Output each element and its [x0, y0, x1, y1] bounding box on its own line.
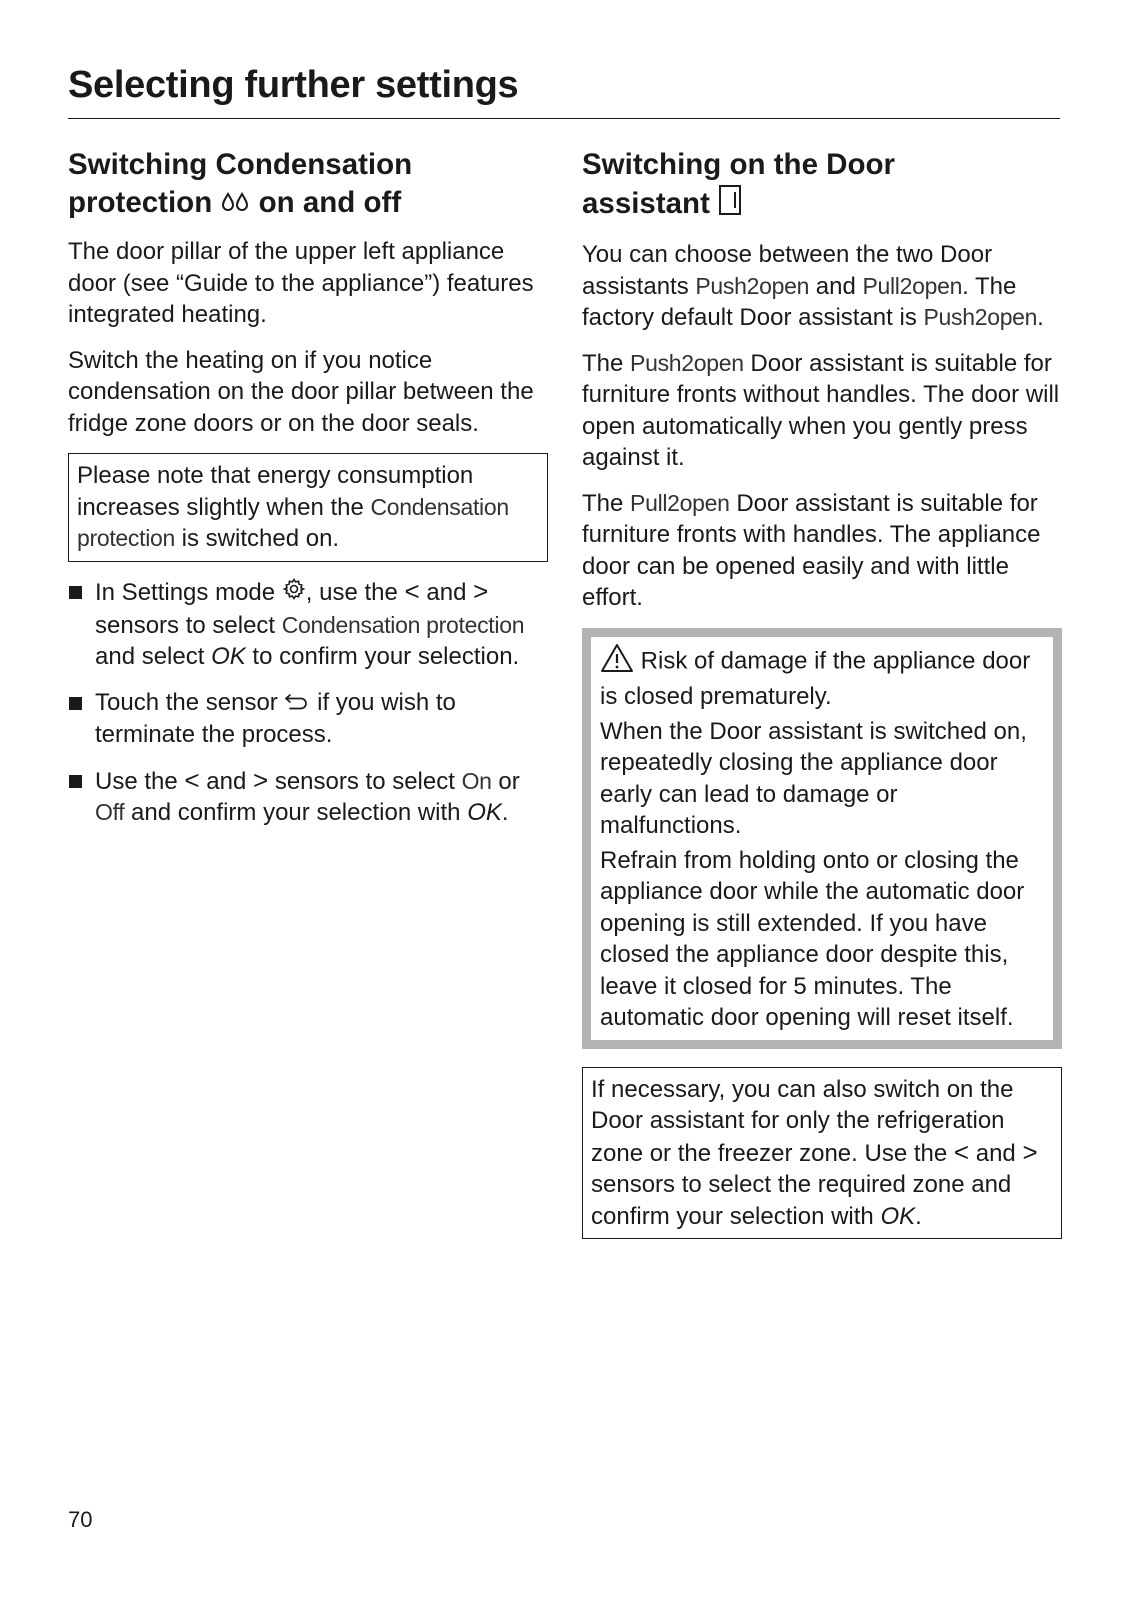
da-p1-push: Push2open	[695, 272, 810, 299]
door-assistant-heading-line2: assistant	[582, 186, 710, 220]
door-assistant-intro	[582, 239, 1062, 334]
step1-t4: sensors to select	[95, 611, 282, 639]
energy-note-box	[68, 453, 548, 562]
da-p1-push2: Push2open	[923, 304, 1038, 330]
step3-t6: .	[501, 799, 509, 827]
da-p1-t3: . The factory default Door assistant is	[582, 272, 1017, 331]
energy-note-text	[77, 460, 539, 555]
da-p2-push: Push2open	[630, 349, 744, 376]
gear-icon	[282, 577, 306, 610]
zone-note-text	[591, 1074, 1053, 1233]
left-sensor-glyph: <	[404, 575, 420, 606]
condensation-heading	[68, 146, 548, 223]
da-p2-t2: Door assistant is suitable for furniture fronts without handles. The door will open automatically when you gently press against it.	[582, 349, 1060, 471]
left-column	[68, 146, 548, 843]
step3-off: Off	[95, 799, 125, 826]
step3-t5: and confirm your selection with	[124, 799, 468, 827]
bullet-square	[69, 697, 82, 710]
step1-t2: , use the	[305, 578, 405, 606]
step3-on: On	[461, 767, 492, 794]
energy-note-t2: is switched on.	[175, 525, 340, 553]
step1-display: Condensation protection	[281, 611, 525, 638]
right-column	[582, 146, 1062, 1253]
step1-ok: OK	[211, 643, 246, 671]
condensation-intro: The door pillar of the upper left appliance door (see “Guide to the appliance”) features integrated heating.	[68, 238, 534, 329]
step3-ok: OK	[467, 799, 502, 827]
door-assistant-heading	[582, 146, 1062, 226]
list-item	[68, 687, 548, 751]
pull2open-description	[582, 488, 1062, 614]
da-p3-pull: Pull2open	[630, 489, 730, 516]
right-sensor-glyph: >	[1022, 1136, 1038, 1167]
zone-note-t4: .	[915, 1202, 922, 1230]
zone-note-t2: and	[969, 1139, 1023, 1167]
right-sensor-glyph: >	[473, 575, 489, 606]
warning-p1: When the Door assistant is switched on, repeatedly closing the appliance door early can lead to damage or malfunctions.	[600, 717, 1027, 839]
list-item	[68, 765, 548, 829]
step3-t2: and	[199, 767, 253, 795]
left-sensor-glyph: <	[184, 764, 200, 795]
right-sensor-glyph: >	[252, 764, 269, 795]
page-title: Selecting further settings	[68, 64, 519, 106]
zone-note-t1: If necessary, you can also switch on the Door assistant for only the refrigeration zone or the freezer zone. Use the	[591, 1075, 1014, 1167]
left-sensor-glyph: <	[953, 1136, 970, 1167]
list-item	[68, 576, 548, 673]
step3-t1: Use the	[95, 767, 185, 795]
da-p1-t2: and	[809, 272, 863, 300]
da-p1-t4: .	[1037, 304, 1044, 331]
page-number: 70	[68, 1507, 93, 1532]
back-arrow-icon	[284, 688, 310, 720]
warning-p2: Refrain from holding onto or closing the appliance door while the automatic door opening is still extended. If you have closed the appliance door despite this, leave it closed for 5 minutes. The automatic door opening will reset itself.	[600, 846, 1025, 1031]
step1-t1: In Settings mode	[95, 578, 282, 606]
warning-heading-text: Risk of damage if the appliance door is closed prematurely.	[600, 647, 1031, 710]
da-p2-t1: The	[582, 349, 631, 377]
da-p1-t1: You can choose between the two Door assistants	[582, 241, 993, 300]
step1-t6: to confirm your selection.	[245, 643, 520, 671]
droplets-icon	[220, 185, 250, 223]
warning-heading	[600, 643, 1043, 713]
warning-triangle-icon	[600, 643, 634, 682]
step1-t3: and	[419, 578, 474, 606]
zone-note-ok: OK	[880, 1202, 916, 1230]
damage-warning-box	[582, 628, 1062, 1049]
step3-t3: sensors to select	[268, 767, 462, 795]
bullet-square	[69, 775, 82, 788]
condensation-heading-line2b: on and off	[258, 186, 402, 219]
condensation-steps	[68, 576, 548, 829]
door-assistant-heading-line1: Switching on the Door	[582, 148, 896, 181]
condensation-heading-line1: Switching Condensation	[68, 148, 413, 181]
zone-note-t3: sensors to select the required zone and confirm your selection with	[591, 1171, 1012, 1230]
zone-note-box	[582, 1067, 1062, 1240]
step1-t5: and select	[95, 643, 212, 671]
condensation-heading-line2a: protection	[68, 186, 213, 219]
energy-note-display: Condensation protection	[77, 493, 509, 552]
energy-note-t1: Please note that energy consumption increases slightly when the	[77, 462, 474, 521]
step2-t1: Touch the sensor	[95, 688, 285, 716]
condensation-when: Switch the heating on if you notice condensation on the door pillar between the fridge zone doors or on the door seals.	[68, 346, 534, 437]
bullet-square	[69, 586, 82, 599]
step3-t4: or	[491, 767, 520, 795]
da-p3-t2: Door assistant is suitable for furniture fronts with handles. The appliance door can be opened easily and with little effort.	[582, 489, 1041, 611]
push2open-description	[582, 348, 1062, 474]
da-p3-t1: The	[582, 489, 631, 517]
da-p1-pull: Pull2open	[862, 272, 963, 299]
door-icon	[718, 184, 742, 226]
step2-t2: if you wish to terminate the process.	[95, 688, 456, 749]
title-rule	[68, 118, 1060, 119]
